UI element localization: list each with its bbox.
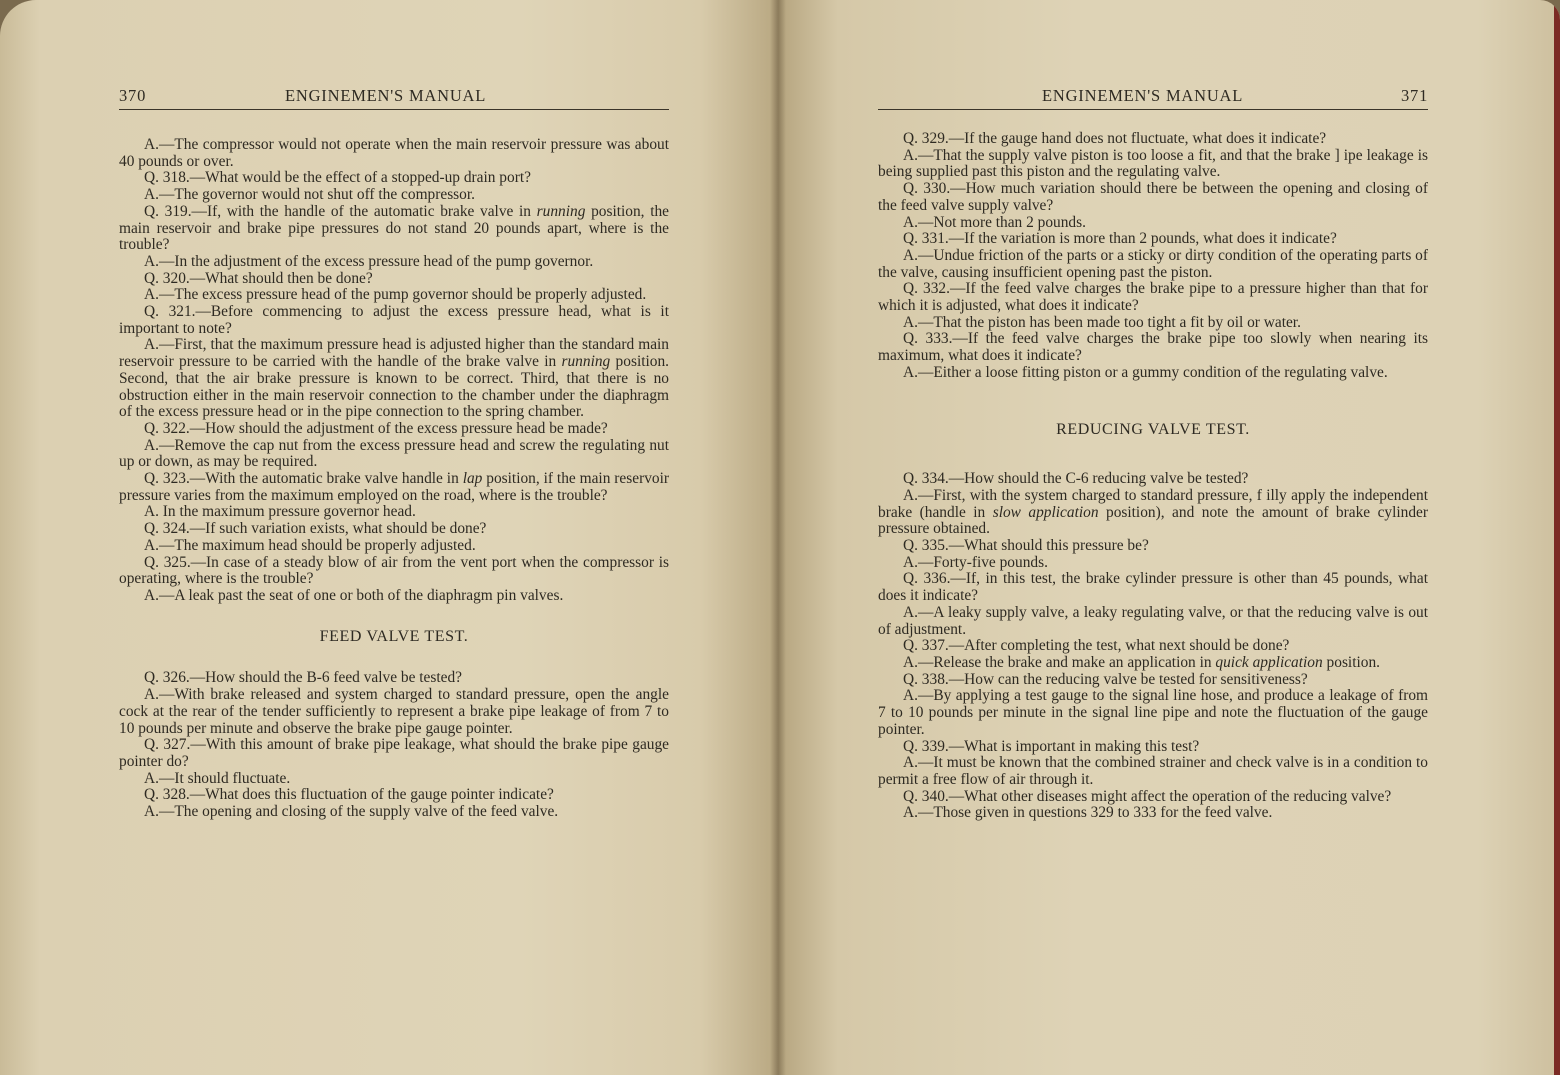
right-running-head: [778, 86, 1560, 108]
left-paragraph: Q. 326.—How should the B-6 feed valve be tested?: [144, 669, 462, 687]
right-paragraph: Q. 332.—If the feed valve charges the brake pipe to a pressure higher than that for which it is adjusted, what does it indicate?: [878, 280, 1428, 315]
right-paragraph: A.—Release the brake and make an application in quick application position.: [903, 653, 1380, 671]
left-paragraph: Q. 327.—With this amount of brake pipe leakage, what should the brake pipe gauge pointer do?: [119, 736, 669, 770]
left-paragraph: A.—It should fluctuate.: [144, 769, 291, 787]
right-paragraph: A.—A leaky supply valve, a leaky regulating valve, or that the reducing valve is out of adjustment.: [878, 603, 1428, 638]
left-section-heading: FEED VALVE TEST.: [319, 627, 469, 645]
left-paragraph: A.—The excess pressure head of the pump governor should be properly adjusted.: [144, 286, 647, 304]
right-section-heading: REDUCING VALVE TEST.: [1056, 420, 1250, 438]
left-paragraph: A.—A leak past the seat of one or both of the diaphragm pin valves.: [144, 586, 564, 604]
right-paragraph: Q. 330.—How much variation should there be between the opening and closing of the feed valve supply valve?: [878, 180, 1428, 214]
right-paragraph: A.—Forty-five pounds.: [903, 553, 1048, 571]
right-page: [778, 0, 1560, 1075]
left-paragraph: A.—The maximum head should be properly adjusted.: [144, 536, 476, 554]
right-paragraph: A.—It must be known that the combined strainer and check valve is in a condition to permit a free flow of air through it.: [878, 754, 1428, 788]
left-paragraph: A. In the maximum pressure governor head.: [144, 503, 416, 521]
left-paragraph: Q. 323.—With the automatic brake valve handle in lap position, if the main reservoir pressure varies from the maximum employed on the road, where is the trouble?: [119, 470, 670, 504]
left-paragraph: A.—Remove the cap nut from the excess pressure head and screw the regulating nut up or down, as may be required.: [119, 436, 669, 471]
right-paragraph: Q. 329.—If the gauge hand does not fluctuate, what does it indicate?: [903, 130, 1327, 147]
right-paragraph: Q. 335.—What should this pressure be?: [903, 537, 1149, 555]
left-paragraph: A.—In the adjustment of the excess pressure head of the pump governor.: [144, 252, 594, 270]
left-paragraph: A.—The compressor would not operate when the main reservoir pressure was about 40 pounds or over.: [119, 136, 669, 170]
right-paragraph: A.—Not more than 2 pounds.: [903, 213, 1086, 231]
right-paragraph: A.—That the piston has been made too tight a fit by oil or water.: [903, 313, 1301, 331]
right-paragraph: Q. 339.—What is important in making this test?: [903, 737, 1200, 755]
right-paragraph: A.—Undue friction of the parts or a sticky or dirty condition of the operating parts of the valve, causing insufficient opening past the piston.: [878, 246, 1428, 281]
right-paragraph: A.—By applying a test gauge to the signal line hose, and produce a leakage of from 7 to 10 pounds per minute in the signal line pipe and note the fluctuation of the gauge pointer.: [878, 687, 1428, 738]
left-text-column: [119, 137, 669, 821]
right-paragraph: Q. 331.—If the variation is more than 2 pounds, what does it indicate?: [903, 230, 1337, 248]
book-gutter: [770, 0, 786, 1075]
right-paragraph: A.—Those given in questions 329 to 333 for the feed valve.: [903, 804, 1273, 822]
right-paragraph: A.—First, with the system charged to standard pressure, f illy apply the independent brake (handle in slow application position), and note the amount of brake cylinder pressure obtained.: [878, 486, 1428, 538]
right-paragraph: Q. 334.—How should the C-6 reducing valve be tested?: [903, 470, 1249, 488]
right-paragraph: Q. 333.—If the feed valve charges the brake pipe too slowly when nearing its maximum, what does it indicate?: [878, 330, 1428, 365]
left-running-head: [0, 86, 778, 108]
page-edge: [1554, 0, 1560, 1075]
left-paragraph: A.—With brake released and system charged to standard pressure, open the angle cock at the rear of the tender sufficiently to represent a brake pipe leakage of from 7 to 10 pounds per minute and observe the brake pipe gauge pointer.: [119, 686, 669, 737]
left-paragraph: Q. 328.—What does this fluctuation of the gauge pointer indicate?: [144, 786, 554, 804]
right-paragraph: Q. 340.—What other diseases might affect the operation of the reducing valve?: [903, 787, 1392, 805]
left-paragraph: Q. 319.—If, with the handle of the automatic brake valve in running position, the main reservoir and brake pipe pressures do not stand 20 pounds apart, where is the trouble?: [119, 202, 669, 254]
left-page-number: 370: [119, 86, 147, 105]
left-page: [0, 0, 778, 1075]
left-paragraph: Q. 320.—What should then be done?: [144, 269, 373, 287]
right-running-title: ENGINEMEN'S MANUAL: [1042, 86, 1244, 105]
left-paragraph: Q. 325.—In case of a steady blow of air from the vent port when the compressor is operating, where is the trouble?: [119, 553, 669, 588]
left-paragraph: A.—The opening and closing of the supply valve of the feed valve.: [144, 803, 559, 821]
left-running-title: ENGINEMEN'S MANUAL: [285, 86, 487, 105]
right-page-number: 371: [1401, 86, 1429, 105]
right-paragraph: A.—Either a loose fitting piston or a gummy condition of the regulating valve.: [903, 363, 1388, 381]
right-paragraph: Q. 338.—How can the reducing valve be tested for sensitiveness?: [903, 670, 1308, 688]
right-paragraph: A.—That the supply valve piston is too loose a fit, and that the brake ] ipe leakage is being supplied past this piston and the regulating valve.: [878, 146, 1428, 181]
left-paragraph: Q. 324.—If such variation exists, what should be done?: [144, 520, 487, 538]
right-paragraph: Q. 337.—After completing the test, what next should be done?: [903, 637, 1290, 655]
right-text-column: [878, 131, 1428, 822]
left-paragraph: Q. 318.—What would be the effect of a stopped-up drain port?: [144, 169, 531, 187]
left-paragraph: Q. 322.—How should the adjustment of the excess pressure head be made?: [144, 419, 608, 437]
left-header-rule: [119, 109, 669, 110]
right-header-rule: [878, 109, 1428, 110]
left-paragraph: A.—First, that the maximum pressure head is adjusted higher than the standard main reservoir pressure to be carried with the handle of the brake valve in running position. Second, that the air brake pressure is known to be correct. Third, that there is no obstruction either in the main reservoir connection to the chamber under the diaphragm of the excess pressure head or in the pipe connection to the spring chamber.: [119, 336, 670, 421]
left-paragraph: Q. 321.—Before commencing to adjust the excess pressure head, what is it important to note?: [119, 303, 669, 337]
left-paragraph: A.—The governor would not shut off the compressor.: [144, 186, 475, 204]
right-paragraph: Q. 336.—If, in this test, the brake cylinder pressure is other than 45 pounds, what does it indicate?: [878, 570, 1428, 605]
